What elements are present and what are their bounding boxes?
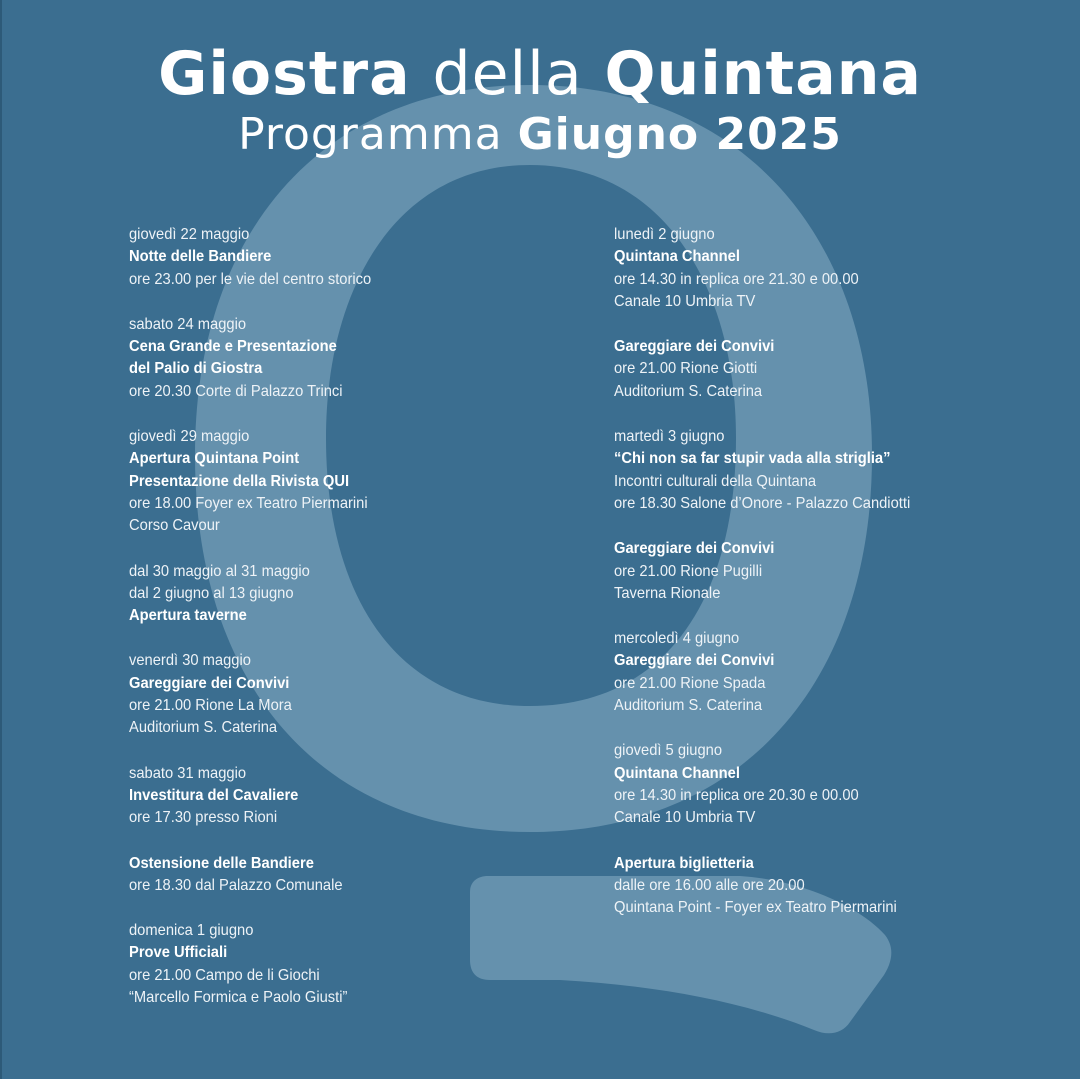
event-item (614, 538, 1054, 605)
event-detail: ore 21.00 Rione La Mora (129, 697, 292, 715)
event-item (129, 314, 549, 403)
event-date: domenica 1 giugno (129, 922, 254, 940)
event-title: “Chi non sa far stupir vada alla striglia” (614, 450, 891, 468)
event-title: Prove Ufficiali (129, 944, 228, 962)
event-item (614, 224, 1054, 313)
event-title: Quintana Channel (614, 764, 740, 782)
event-detail: ore 14.30 in replica ore 21.30 e 00.00 (614, 270, 859, 288)
event-detail: Auditorium S. Caterina (129, 719, 278, 737)
event-title: Gareggiare dei Convivi (129, 674, 290, 692)
event-item (614, 740, 1054, 829)
event-detail: Taverna Rionale (614, 584, 721, 602)
event-item (129, 650, 549, 739)
event-date: sabato 24 maggio (129, 315, 247, 333)
event-detail: ore 17.30 presso Rioni (129, 809, 278, 827)
event-item (129, 853, 549, 898)
event-title: Gareggiare dei Convivi (614, 338, 775, 356)
subtitle-month-year: Giugno 2025 (517, 109, 842, 160)
event-detail: ore 21.00 Campo de li Giochi (129, 966, 320, 984)
title-word-quintana: Quintana (604, 39, 922, 109)
event-item (614, 628, 1054, 717)
event-item (614, 426, 1054, 515)
event-detail: Auditorium S. Caterina (614, 697, 763, 715)
header (0, 38, 1080, 160)
event-detail: Incontri culturali della Quintana (614, 472, 817, 490)
event-item (129, 763, 549, 830)
event-detail: ore 21.00 Rione Spada (614, 674, 766, 692)
event-item (614, 853, 1054, 920)
event-detail: “Marcello Formica e Paolo Giusti” (129, 989, 348, 1007)
event-detail: Canale 10 Umbria TV (614, 809, 756, 827)
event-title: Gareggiare dei Convivi (614, 540, 775, 558)
title-word-della: della (432, 39, 583, 109)
event-title: Presentazione della Rivista QUI (129, 472, 350, 490)
event-detail: ore 18.30 dal Palazzo Comunale (129, 876, 343, 894)
event-title: Investitura del Cavaliere (129, 786, 299, 804)
event-date: venerdì 30 maggio (129, 652, 251, 670)
event-detail: ore 21.00 Rione Pugilli (614, 562, 763, 580)
event-detail: ore 18.30 Salone d’Onore - Palazzo Candiotti (614, 494, 911, 512)
event-date: giovedì 5 giugno (614, 742, 723, 760)
event-item (614, 336, 1054, 403)
event-detail: ore 20.30 Corte di Palazzo Trinci (129, 382, 343, 400)
event-detail: Corso Cavour (129, 517, 220, 535)
event-title: del Palio di Giostra (129, 360, 263, 378)
event-detail: ore 21.00 Rione Giotti (614, 360, 758, 378)
page-subtitle (0, 110, 1080, 160)
event-detail: ore 18.00 Foyer ex Teatro Piermarini (129, 494, 368, 512)
schedule-left-column (129, 224, 549, 1032)
schedule-right-column (614, 224, 1054, 942)
event-title: Apertura biglietteria (614, 854, 754, 872)
event-title: Apertura Quintana Point (129, 450, 300, 468)
event-title: Ostensione delle Bandiere (129, 854, 314, 872)
event-detail: Canale 10 Umbria TV (614, 292, 756, 310)
subtitle-programma: Programma (238, 109, 503, 160)
event-detail: Auditorium S. Caterina (614, 382, 763, 400)
event-date: dal 30 maggio al 31 maggio (129, 562, 310, 580)
event-date: giovedì 29 maggio (129, 428, 250, 446)
title-word-giostra: Giostra (158, 39, 411, 109)
event-detail: ore 14.30 in replica ore 20.30 e 00.00 (614, 786, 859, 804)
event-title: Quintana Channel (614, 248, 740, 266)
event-date: mercoledì 4 giugno (614, 630, 740, 648)
event-item (129, 224, 549, 291)
event-date: dal 2 giugno al 13 giugno (129, 584, 294, 602)
event-title: Cena Grande e Presentazione (129, 338, 337, 356)
event-date: martedì 3 giugno (614, 428, 725, 446)
event-detail: ore 23.00 per le vie del centro storico (129, 270, 372, 288)
page-title (0, 38, 1080, 110)
event-title: Apertura taverne (129, 607, 247, 625)
event-title: Notte delle Bandiere (129, 248, 272, 266)
event-detail: dalle ore 16.00 alle ore 20.00 (614, 876, 805, 894)
event-item (129, 426, 549, 537)
event-date: lunedì 2 giugno (614, 226, 715, 243)
event-date: sabato 31 maggio (129, 764, 247, 782)
event-date: giovedì 22 maggio (129, 226, 250, 243)
event-item (129, 561, 549, 628)
event-detail: Quintana Point - Foyer ex Teatro Piermarini (614, 899, 897, 917)
event-item (129, 920, 549, 1009)
event-title: Gareggiare dei Convivi (614, 652, 775, 670)
